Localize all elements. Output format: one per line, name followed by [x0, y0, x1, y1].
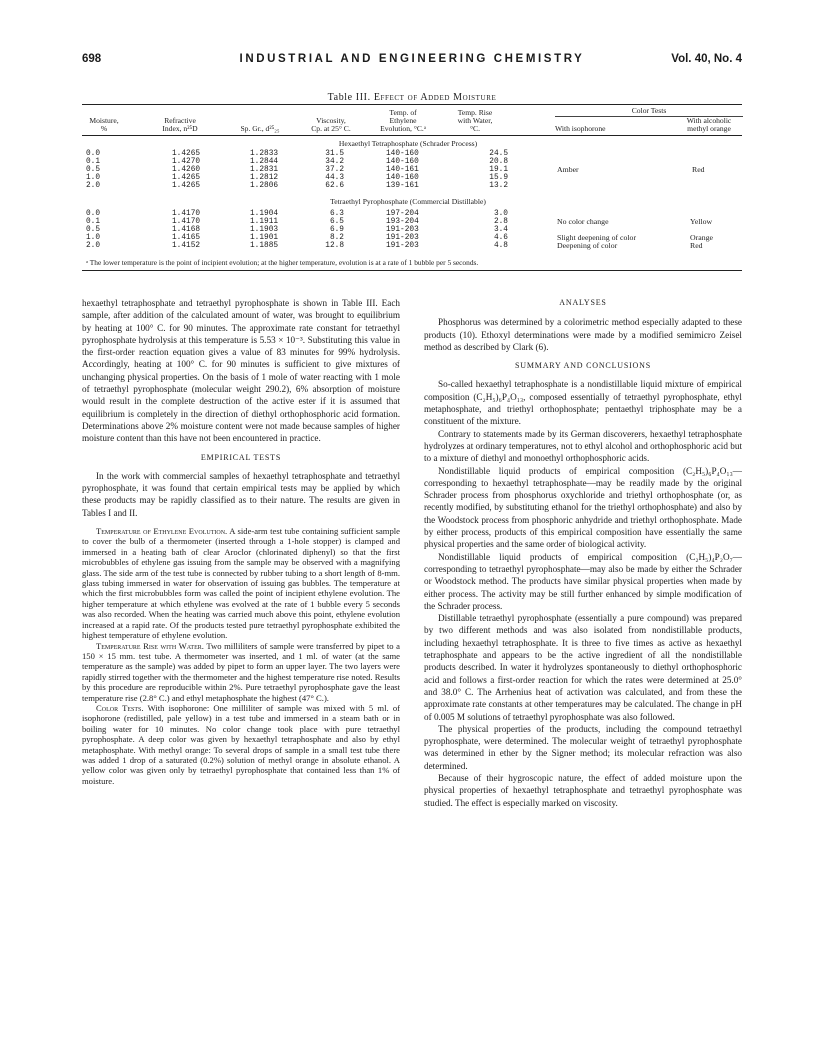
table-header-rule — [82, 135, 742, 136]
summary-paragraph-4: Nondistillable liquid products of empirical composition (C₂H₅)₄P₂O₇—corresponding to tetraethyl pyrophosphate—may also be made by either the Schrader or Woodstock method. The products have similar physical properties when made by either process. The activity may be still further enhanced by simple modification of the Schrader process. — [424, 551, 742, 611]
col-header-color-tests: Color Tests — [631, 106, 667, 115]
s2-ethylene-temp: 197-204 193-204 191-203 191-203 191-203 — [386, 210, 419, 250]
summary-paragraph-3: Nondistillable liquid products of empirical composition (C₂H₅)₆P₄O₁₃—corresponding to hexaethyl tetraphosphate—may be readily made by the original Schrader process from phosphorus oxychloride and triethyl orthophosphate (or, as recently modified, by substituting ethanol for the triethyl orthophosphate) and also by the Woodstock process from phosphoric anhydride and triethyl orthophosphate. Made by either process, products of this empirical composition have essentially the same physical properties and the same order of biological activity. — [424, 465, 742, 550]
col-header-temp-rise: Temp. Rise with Water, °C. — [457, 108, 493, 134]
col-header-refractive: Refractive Index, n²⁵D — [162, 116, 198, 134]
heading-empirical-tests: EMPIRICAL TESTS — [200, 452, 282, 462]
s1-refractive: 1.4265 1.4270 1.4260 1.4265 1.4265 — [172, 150, 201, 190]
s1-spgr: 1.2833 1.2844 1.2831 1.2812 1.2806 — [250, 150, 279, 190]
temp-rise-paragraph: Temperature Rise with Water. Two milliliters of sample were transferred by pipet to a 150 × 15 mm. test tube. A thermometer was inserted, and 1 ml. of water (at the same temperature as the sample) was added by pipet to form an upper layer. The two layers were rapidly stirred together with the thermometer and the highest temperature rise noted. Results by this procedure are reproducible within 2%. Pure tetraethyl pyrophosphate gave the least temperature rise (2.8° C.) and ethyl metaphosphate the highest (47° C.). — [82, 640, 400, 703]
s2-refractive: 1.4170 1.4170 1.4168 1.4165 1.4152 — [172, 210, 201, 250]
col-header-spgr: Sp. Gr., d²⁵₂₅ — [240, 124, 280, 133]
summary-paragraph-1: So-called hexaethyl tetraphosphate is a nondistillable liquid mixture of empirical composition (C₂H₅)₆P₄O₁₃, composed essentially of tetraethyl pyrophosphate, ethyl metaphosphate, and triethyl orthophosphate; pentaethyl triphosphate may be a constituent of the mixture. — [424, 379, 742, 427]
col-header-moisture: Moisture, % — [89, 116, 119, 134]
summary-paragraph-6: The physical properties of the products, including the compound tetraethyl pyrophosphate, were determined. The molecular weight of tetraethyl pyrophosphate was determined in ether by the Signer method; its molecular refraction was also determined. — [424, 723, 742, 771]
summary-paragraph-5: Distillable tetraethyl pyrophosphate (essentially a pure compound) was prepared by two different methods and was also isolated from nondistillable products, including hexaethyl tetraphosphate. It is three to five times as active as hexaethyl tetraphosphate and appears to be the active ingredient of all the nondistillable products described. In water it hydrolyzes spontaneously to diethyl orthophosphoric acid and follows a first-order reaction for which the rates were determined at 25.0° and 38.0° C. The Arrhenius heat of activation was calculated, and from these the approximate rate constants at other temperatures may be calculated. The change in pH of 0.005 M solutions of tetraethyl pyrophosphate was also followed. — [424, 613, 742, 722]
s2-spgr: 1.1904 1.1911 1.1903 1.1901 1.1885 — [250, 210, 279, 250]
journal-title: INDUSTRIAL AND ENGINEERING CHEMISTRY — [239, 53, 585, 65]
s2-temp-rise: 3.0 2.8 3.4 4.6 4.8 — [493, 210, 508, 250]
left-column — [82, 297, 400, 786]
analyses-paragraph: Phosphorus was determined by a colorimetric method especially adapted to these products (10). Ethoxyl determinations were made by a modified semimicro Zeisel method as described by Clark (6). — [424, 317, 742, 352]
empirical-paragraph: In the work with commercial samples of hexaethyl tetraphosphate and tetraethyl pyrophosphate, it was found that certain empirical tests may be applied by which these products may be rapidly classified as to their nature. The results are given in Tables I and II. — [82, 470, 400, 518]
s2-alcoholic: Yellow Orange Red — [690, 217, 713, 250]
table-number: Table III. — [327, 92, 371, 103]
heading-summary: SUMMARY AND CONCLUSIONS — [515, 361, 651, 371]
table-title — [82, 92, 742, 103]
color-tests-title: Color Tests. — [96, 702, 144, 713]
s1-temp-rise: 24.5 20.8 19.1 15.9 13.2 — [489, 150, 508, 190]
page-number: 698 — [82, 53, 102, 65]
ethylene-evolution-title: Temperature of Ethylene Evolution. — [96, 526, 228, 537]
s2-isophorone: No color change Slight deepening of color Deepening of color — [557, 217, 637, 250]
table-bottom-rule — [82, 270, 742, 271]
table-top-rule — [82, 104, 742, 105]
s1-ethylene-temp: 140-160 140-160 140-161 140-160 139-161 — [386, 150, 419, 190]
s2-viscosity: 6.3 6.5 6.9 8.2 12.8 — [325, 210, 344, 250]
summary-paragraph-2: Contrary to statements made by its German discoverers, hexaethyl tetraphosphate hydrolyzes at ordinary temperatures, not to ethyl alcohol and orthophosphoric acid but to a mixture of diethyl and monoethyl orthophosphoric acids. — [424, 428, 742, 464]
ethylene-evolution-paragraph: Temperature of Ethylene Evolution. A side-arm test tube containing sufficient sample to cover the bulb of a thermometer (inserted through a 1-hole stopper) is clamped and immersed in a heating bath of clear Aroclor (chlorinated diphenyl) so that the first microbubbles of ethylene gas issuing from the sample may be observed with a magnifying glass. The side arm of the test tube is connected by rubber tubing to a short length of 8-mm. glass tubing immersed in water for observation of issuing gas bubbles. The temperature at which the first microbubbles form was called the point of incipient ethylene evolution. The higher temperature at which ethylene was evolved at the rate of 1 bubble every 5 seconds was also recorded. When the heating was carried much above this point, ethylene evolution increased at a rapid rate. Of the products tested pure tetraethyl pyrophosphate exhibited the highest temperature of ethylene evolution. — [82, 526, 400, 641]
table-section-tetraethyl: Tetraethyl Pyrophosphate (Commercial Distillable) — [330, 197, 486, 206]
col-header-isophorone: With isophorone — [555, 124, 606, 133]
running-header — [82, 53, 742, 67]
temp-rise-title: Temperature Rise with Water. — [96, 640, 204, 651]
s1-isophorone: Amber — [557, 165, 579, 174]
summary-paragraph-7: Because of their hygroscopic nature, the effect of added moisture upon the physical properties of hexaethyl tetraphosphate and tetraethyl pyrophosphate was studied. The effect is especially marked on viscosity. — [424, 772, 742, 808]
volume-info: Vol. 40, No. 4 — [671, 53, 742, 65]
col-header-ethylene-temp: Temp. of Ethylene Evolution, °C.ᵃ — [380, 108, 426, 134]
table-caption: Effect of Added Moisture — [373, 92, 497, 103]
color-tests-paragraph: Color Tests. With isophorone: One milliliter of sample was mixed with 5 ml. of isophorone (redistilled, pale yellow) in a test tube and immersed in a steam bath or in boiling water for 10 minutes. No color change took place with pure tetraethyl pyrophosphate. A deep color was given by hexaethyl tetraphosphate and also by ethyl metaphosphate. With methyl orange: To several drops of sample in a small test tube there was added 1 drop of a saturated (0.2%) solution of methyl orange in absolute ethanol. A yellow color was given only by tetraethyl pyrophosphate that contained less than 1% of moisture. — [82, 702, 400, 786]
col-header-alcoholic: With alcoholic methyl orange — [686, 116, 732, 134]
heading-analyses: ANALYSES — [559, 298, 607, 307]
table-footnote: ᵃ The lower temperature is the point of incipient evolution; at the higher temperature, evolution is at a rate of 1 bubble per 5 seconds. — [86, 258, 479, 267]
right-column — [424, 297, 742, 809]
col-header-viscosity: Viscosity, Cp. at 25° C. — [311, 116, 351, 134]
s1-moisture: 0.0 0.1 0.5 1.0 2.0 — [86, 150, 101, 190]
s2-moisture: 0.0 0.1 0.5 1.0 2.0 — [86, 210, 101, 250]
s1-viscosity: 31.5 34.2 37.2 44.3 62.6 — [325, 150, 344, 190]
s1-alcoholic: Red — [692, 165, 705, 174]
intro-paragraph: hexaethyl tetraphosphate and tetraethyl pyrophosphate is shown in Table III. Each sample, after addition of the calculated amount of water, was brought to equilibrium by heating at 100° C. for 90 minutes. The approximate rate constant for tetraethyl pyrophosphate hydrolysis at this temperature is 5.53 × 10⁻³. Substituting this value in the first-order reaction equation gives a value of 83 minutes for 99% hydrolysis. Accordingly, heating at 100° C. for 90 minutes is sufficient to give mixtures of unchanging physical properties. On the basis of 1 mole of water reacting with 1 mole of tetraethyl pyrophosphate (molecular weight 290.2), 6% absorption of moisture would result in the complete destruction of the active ester if it is assumed that equilibrium is completely in the direction of diethyl orthophosphoric acid formation. Determinations above 2% moisture content were not made because samples of higher moisture content than this have not been encountered in practice. — [82, 298, 400, 444]
table-section-hexaethyl: Hexaethyl Tetraphosphate (Schrader Process) — [338, 139, 478, 148]
